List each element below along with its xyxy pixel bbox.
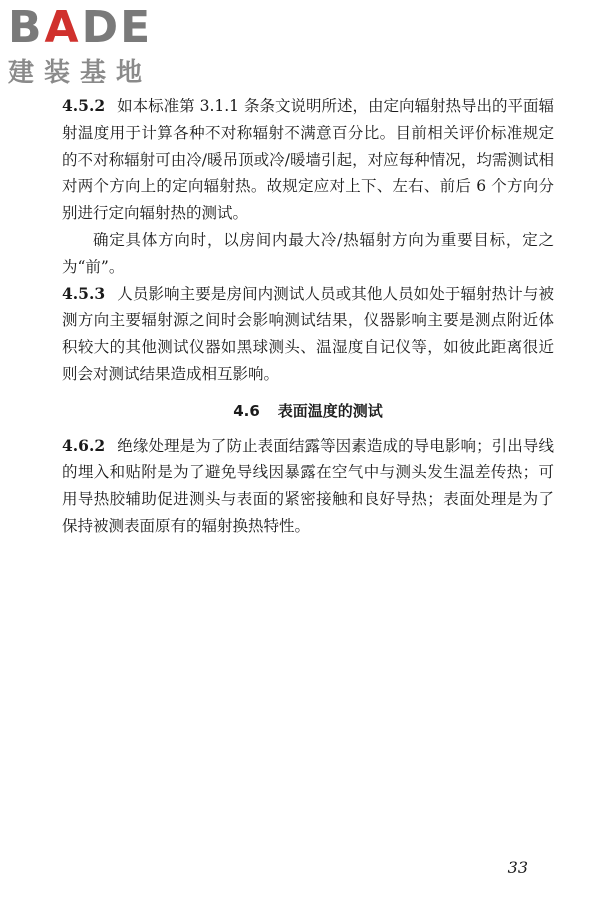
clause-4-5-2 [62,93,554,227]
document-body [62,93,554,540]
clause-4-5-3 [62,281,554,388]
clause-text: 人员影响主要是房间内测试人员或其他人员如处于辐射热计与被测方向主要辐射源之间时会影响测试结果，仪器影响主要是测点附近体积较大的其他测试仪器如黑球测头、温湿度自记仪等，如彼此距离很近则会对测试结果造成相互影响。 [62,284,554,383]
clause-text: 如本标准第 3.1.1 条条文说明所述，由定向辐射热导出的平面辐射温度用于计算各种不对称辐射不满意百分比。目前相关评价标准规定的不对称辐射可由冷/暖吊顶或冷/暖墙引起，对应每种情况，均需测试相对两个方向上的定向辐射热。故规定应对上下、左右、前后 6 个方向分别进行定向辐射热的测试。 [62,97,554,223]
logo-subtitle: 建装基地 [8,58,153,88]
clause-text: 绝缘处理是为了防止表面结露等因素造成的导电影响；引出导线的埋入和贴附是为了避免导线因暴露在空气中与测头发生温差传热；可用导热胶辅助促进测头与表面的紧密接触和良好导热；表面处理是为了保持被测表面原有的辐射换热特性。 [62,436,554,535]
bade-logo-text [8,4,178,52]
clause-number: 4.6.2 [62,435,106,455]
bade-watermark-logo [8,4,178,94]
clause-4-6-2 [62,433,554,540]
section-title-text: 表面温度的测试 [277,401,383,420]
section-number: 4.6 [233,401,260,420]
clause-number: 4.5.3 [62,283,106,303]
logo-prefix: B [8,2,44,53]
clause-number: 4.5.2 [62,96,106,115]
page-number: 33 [507,858,528,877]
section-heading-4-6 [62,398,554,425]
clause-4-5-2-para2: 确定具体方向时，以房间内最大冷/热辐射方向为重要目标，定之为“前”。 [62,230,554,276]
logo-suffix: DE [81,2,153,53]
logo-accent-letter: A [44,2,81,53]
